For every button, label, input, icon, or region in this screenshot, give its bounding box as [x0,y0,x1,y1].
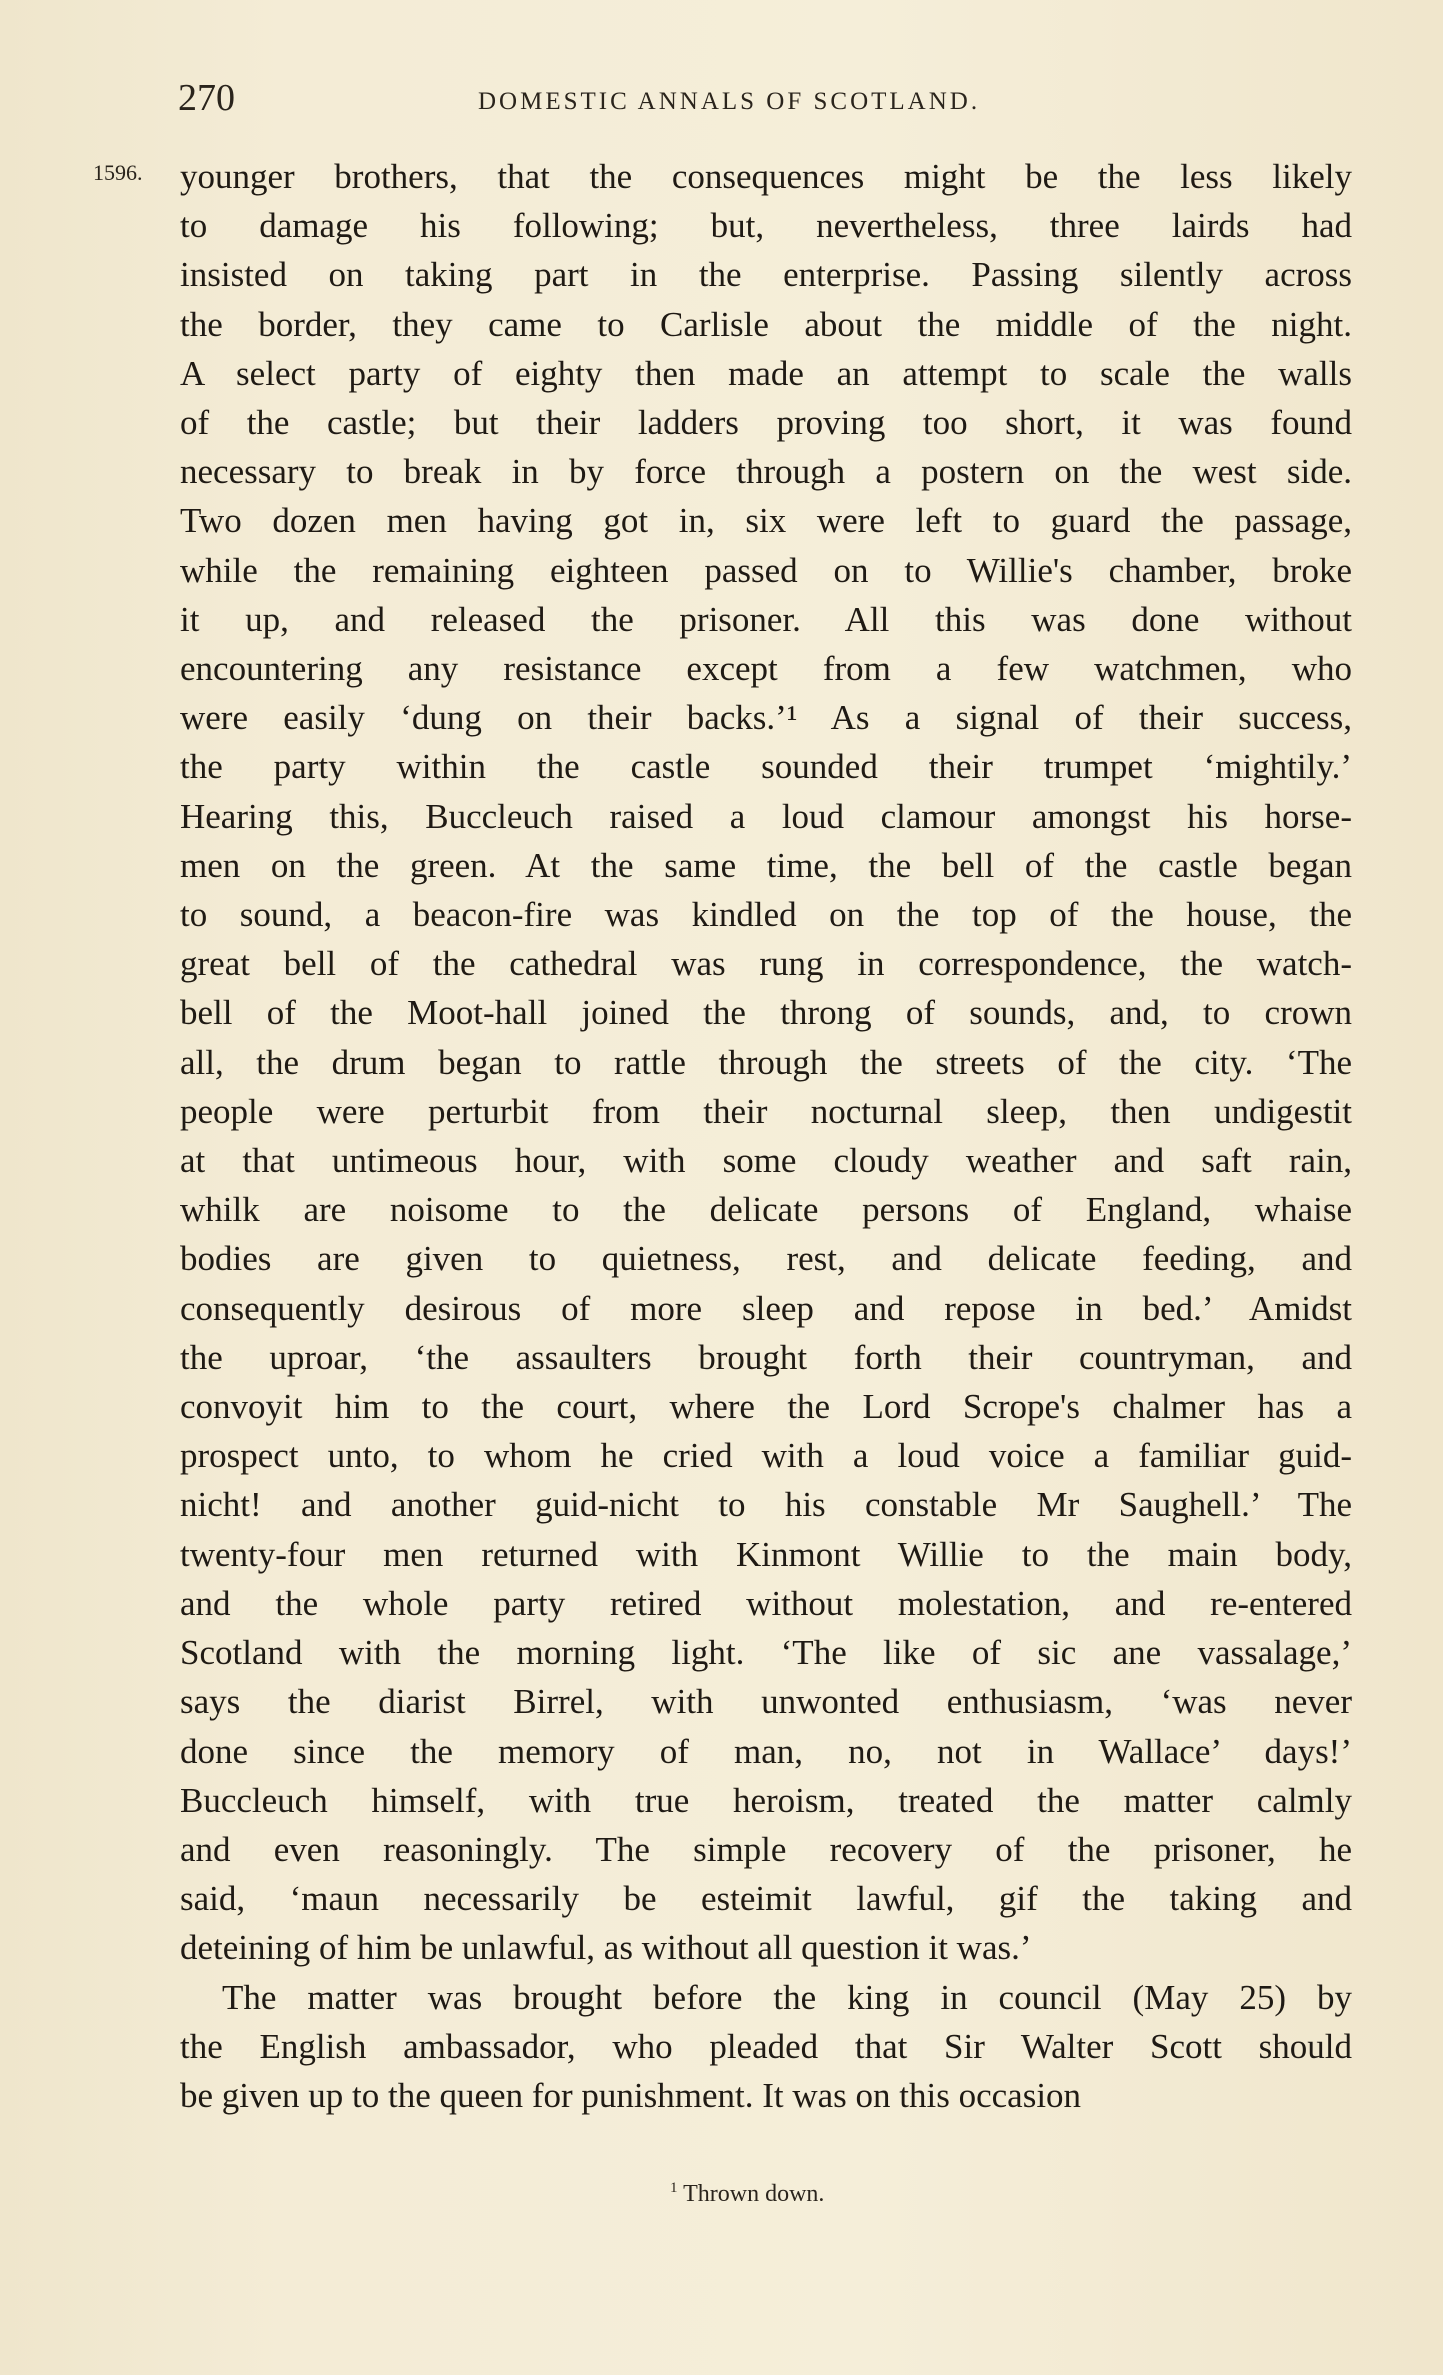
text-line: Buccleuch himself, with true heroism, treated the matter calmly [180,1780,1352,1820]
text-line: nicht! and another guid-nicht to his constable Mr Saughell.’ The [180,1485,1352,1525]
text-line: great bell of the cathedral was rung in correspondence, the watch- [180,944,1352,984]
text-line: Hearing this, Buccleuch raised a loud clamour amongst his horse- [180,796,1352,836]
text-line: bodies are given to quietness, rest, and delicate feeding, and [180,1239,1352,1279]
text-line: the party within the castle sounded their trumpet ‘mightily.’ [180,747,1352,787]
text-line: the border, they came to Carlisle about the middle of the night. [180,304,1352,344]
paragraph-1 [180,152,1352,1973]
footnote-marker: 1 [670,2180,678,2196]
footnote-text: Thrown down. [683,2181,825,2207]
text-line: all, the drum began to rattle through the streets of the city. ‘The [180,1042,1352,1082]
text-line: and even reasoningly. The simple recovery of the prisoner, he [180,1829,1352,1869]
text-line: men on the green. At the same time, the bell of the castle began [180,845,1352,885]
text-line: says the diarist Birrel, with unwonted enthusiasm, ‘was never [180,1682,1352,1722]
running-head: DOMESTIC ANNALS OF SCOTLAND. [478,88,981,115]
text-line: the English ambassador, who pleaded that Sir Walter Scott should [180,2026,1352,2066]
text-line: done since the memory of man, no, not in Wallace’ days!’ [180,1731,1352,1771]
text-line: necessary to break in by force through a postern on the west side. [180,452,1352,492]
text-line: were easily ‘dung on their backs.’¹ As a signal of their success, [180,698,1352,738]
text-line: whilk are noisome to the delicate persons of England, whaise [180,1190,1352,1230]
paragraph-2 [180,1973,1352,2121]
text-line: deteining of him be unlawful, as without all question it was.’ [180,1928,1032,1968]
page-header [178,76,1058,126]
text-line: be given up to the queen for punishment. It was on this occasion [180,2075,1082,2115]
text-line: A select party of eighty then made an attempt to scale the walls [180,353,1352,393]
page-number: 270 [178,77,235,119]
text-line: to damage his following; but, nevertheless, three lairds had [180,206,1352,246]
text-line: bell of the Moot-hall joined the throng of sounds, and, to crown [180,993,1352,1033]
text-line: it up, and released the prisoner. All this was done without [180,599,1352,639]
text-line: and the whole party retired without molestation, and re-entered [180,1583,1352,1623]
text-line: convoyit him to the court, where the Lord Scrope's chalmer has a [180,1387,1352,1427]
text-line: said, ‘maun necessarily be esteimit lawful, gif the taking and [180,1879,1352,1919]
text-line: encountering any resistance except from a few watchmen, who [180,649,1352,689]
text-line: people were perturbit from their nocturnal sleep, then undigestit [180,1091,1352,1131]
footnote [670,2180,824,2208]
text-line: twenty-four men returned with Kinmont Willie to the main body, [180,1534,1352,1574]
text-line: Two dozen men having got in, six were left to guard the passage, [180,501,1352,541]
text-line: The matter was brought before the king in council (May 25) by [222,1977,1352,2017]
text-line: prospect unto, to whom he cried with a loud voice a familiar guid- [180,1436,1352,1476]
text-line: to sound, a beacon-fire was kindled on the top of the house, the [180,895,1352,935]
text-line: younger brothers, that the consequences might be the less likely [180,157,1352,196]
text-line: insisted on taking part in the enterprise. Passing silently across [180,255,1352,295]
text-line: Scotland with the morning light. ‘The like of sic ane vassalage,’ [180,1633,1352,1673]
text-line: while the remaining eighteen passed on to Willie's chamber, broke [180,550,1352,590]
text-line: at that untimeous hour, with some cloudy weather and saft rain, [180,1141,1352,1181]
text-line: the uproar, ‘the assaulters brought forth their countryman, and [180,1337,1352,1377]
text-line: consequently desirous of more sleep and repose in bed.’ Amidst [180,1288,1352,1328]
margin-year: 1596. [93,160,143,185]
text-line: of the castle; but their ladders proving too short, it was found [180,403,1352,443]
body-text [180,152,1352,2120]
